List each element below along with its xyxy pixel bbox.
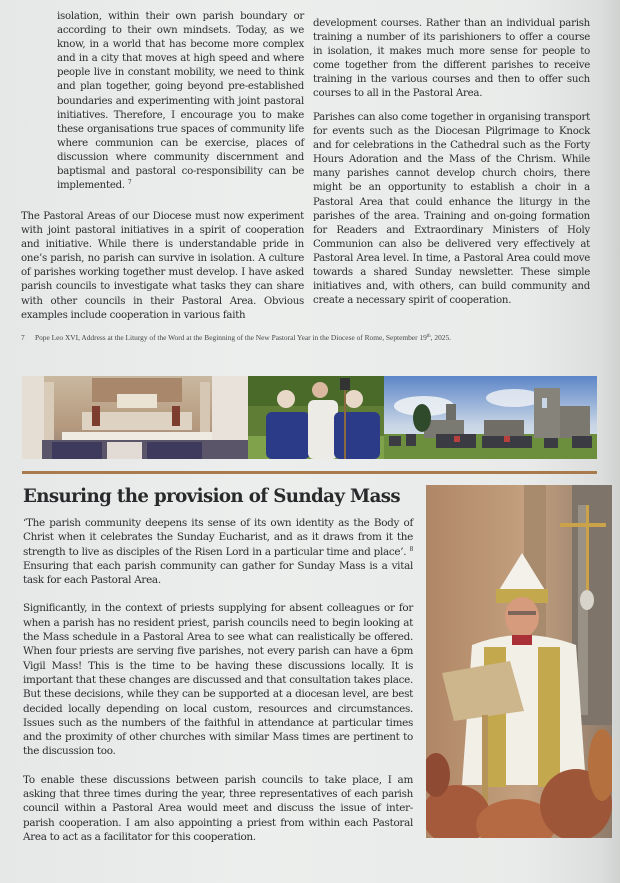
upper-left-column [57,10,304,193]
photo-strip [22,376,597,459]
footnote-tail: , 2025. [430,333,451,342]
paragraph-parishes-transport: Parishes can also come together in organising transport for events such as the Diocesan Pilgrimage to Knock and for celebrations in the Cathedral such as the Forty Hours Adoration and the Mass of the Chrism. While many parishes cannot develop church choirs, there might be an opportunity to establish a choir in a Pastoral Area that could enhance the liturgy in the parishes of the area. Training and on-going formation for Readers and Extraordinary Ministers of Holy Communion can also be delivered very effectively at Pastoral Area level. In time, a Pastoral Area could move towards a shared Sunday newsletter. These simple initiatives and, with others, can build community and create a necessary spirit of cooperation. [313,112,590,307]
footnote-marker: 8 [409,545,413,553]
section-divider [22,471,597,474]
upper-right-column-lower [313,111,590,308]
cathedral-interior-image [22,376,248,459]
section-body [23,516,413,844]
photo-procession [248,376,384,459]
paragraph-sunday-eucharist: ‘The parish community deepens its sense of its own identity as the Body of Christ when it celebrates the Sunday Eucharist, and as it draws from it the strength to live as disciples of the Risen Lord in a particular time and place’. $^8$ Ensuring that each parish community can gather for Sunday Mass is a vital task for each Pastoral Area. [23,517,413,587]
footnote-number: 7 [21,333,25,342]
footnote-ordinal: th [426,334,431,339]
footnote [21,333,601,342]
upper-right-column [313,17,590,102]
photo-bishop-at-lectern [426,485,612,838]
bishop-image [426,485,612,838]
abbey-ruins-image [384,376,597,459]
paragraph-parish-councils: To enable these discussions between parish councils to take place, I am asking that three times during the year, three representatives of each parish council within a Pastoral Area would meet and discuss the issue of inter-parish cooperation. I am also appointing a priest from within each Pastoral Area to act as a facilitator for this cooperation. [23,773,413,843]
upper-left-column-lower [21,210,304,323]
section-title: Ensuring the provision of Sunday Mass [23,486,401,507]
photo-cathedral-interior [22,376,248,459]
procession-image [248,376,384,459]
photo-abbey-ruins [384,376,597,459]
paragraph-pastoral-areas: The Pastoral Areas of our Diocese must now experiment with joint pastoral initiatives in a spirit of cooperation and initiative. While there is understandable pride in one’s parish, no parish can survive in isolation. A culture of parishes working together must develop. I have asked parish councils to investigate what tasks they can share with other councils in their Pastoral Area. Obvious examples include cooperation in various faith [21,211,304,321]
footnote-marker: 7 [127,179,132,187]
paragraph-quote-continuation: isolation, within their own parish boundary or according to their own mindsets. Today, as we know, in a world that has become more complex and in a city that moves at high speed and where people live in constant mobility, we need to think and plan together, going beyond pre-established boundaries and experimenting with joint pastoral initiatives. Therefore, I encourage you to make these organisations true spaces of community life where communion can be exercise, places of discussion where community discernment and baptismal and pastoral co-responsibility can be implemented. $^7$ [57,11,304,192]
footnote-text: Pope Leo XVI, Address at the Liturgy of the Word at the Beginning of the New Pastoral Year in the Diocese of Rome, September 19 [35,333,427,342]
paragraph-development-courses: development courses. Rather than an individual parish training a number of its parishioners to offer a course in isolation, it makes much more sense for people to come together from the different parishes to receive training in the various courses and then to offer such courses to all in the Pastoral Area. [313,18,590,100]
paragraph-mass-schedule: Significantly, in the context of priests supplying for absent colleagues or for when a parish has no resident priest, parish councils need to begin looking at the Mass schedule in a Pastoral Area to see what can realistically be offered. When four priests are serving five parishes, not every parish can have a 6pm Vigil Mass! This is the time to be having these discussions locally. It is important that these changes are discussed and that consultation takes place. But these decisions, while they can be supported at a diocesan level, are best decided locally depending on local custom, resources and circumstances. Issues such as the numbers of the faithful in attendance at particular times and the proximity of other churches with similar Mass times are pertinent to the discussion too. [23,602,413,758]
